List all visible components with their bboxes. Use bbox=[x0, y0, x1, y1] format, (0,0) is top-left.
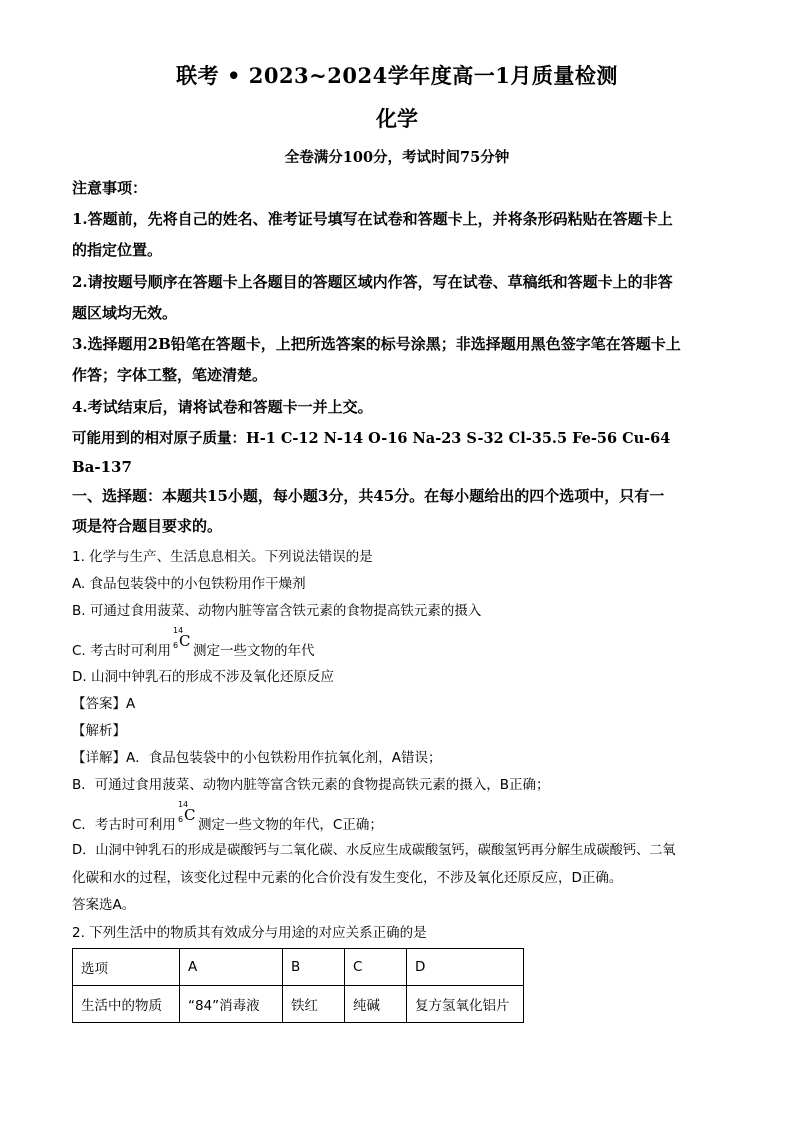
q1-detail-c-post: 测定一些文物的年代，C正确； bbox=[197, 817, 383, 833]
table-cell: B bbox=[283, 949, 345, 986]
table-cell: 生活中的物质 bbox=[73, 986, 180, 1023]
nuclide-mass: 14 bbox=[173, 626, 184, 635]
q1-option-a: A. 食品包装袋中的小包铁粉用作干燥剂 bbox=[72, 576, 306, 592]
q2-stem: 2. 下列生活中的物质其有效成分与用途的对应关系正确的是 bbox=[72, 925, 427, 941]
q1-detail-b: B．可通过食用菠菜、动物内脏等富含铁元素的食物提高铁元素的摄入，B正确； bbox=[72, 777, 550, 793]
note-2a: 2.请按题号顺序在答题卡上各题目的答题区域内作答，写在试卷、草稿纸和答题卡上的非答 bbox=[72, 273, 673, 291]
q1-conclusion: 答案选A。 bbox=[72, 897, 136, 913]
q2-table bbox=[72, 948, 524, 1023]
note-3a: 3.选择题用2B铅笔在答题卡，上把所选答案的标号涂黑；非选择题用黑色签字笔在答题卡上 bbox=[72, 335, 681, 353]
q1-detail-c-pre: C．考古时可利用 bbox=[72, 817, 176, 833]
carbon-14-nuclide-detail bbox=[176, 800, 198, 830]
note-3b: 作答；字体工整，笔迹清楚。 bbox=[72, 366, 268, 384]
subject-title: 化学 bbox=[376, 106, 418, 131]
table-cell: 铁红 bbox=[283, 986, 345, 1023]
note-4: 4.考试结束后，请将试卷和答题卡一并上交。 bbox=[72, 398, 373, 416]
table-cell: A bbox=[180, 949, 283, 986]
q1-detail-a: 【详解】A．食品包装袋中的小包铁粉用作抗氧化剂，A错误； bbox=[72, 750, 442, 766]
carbon-14-nuclide bbox=[171, 626, 193, 656]
exam-info: 全卷满分100分，考试时间75分钟 bbox=[284, 149, 510, 166]
table-cell: C bbox=[345, 949, 407, 986]
table-cell: 纯碱 bbox=[345, 986, 407, 1023]
q1-option-b: B. 可通过食用菠菜、动物内脏等富含铁元素的食物提高铁元素的摄入 bbox=[72, 603, 482, 619]
q1-detail-d2: 化碳和水的过程，该变化过程中元素的化合价没有发生变化，不涉及氧化还原反应，D正确。 bbox=[72, 870, 623, 886]
nuclide-symbol: C bbox=[183, 806, 196, 824]
q1-detail-d1: D．山洞中钟乳石的形成是碳酸钙与二氧化碳、水反应生成碳酸氢钙，碳酸氢钙再分解生成碳酸钙、二氧 bbox=[72, 843, 676, 858]
table-cell: 复方氢氧化铝片 bbox=[407, 986, 524, 1023]
exam-title: 联考 • 2023~2024学年度高一1月质量检测 bbox=[176, 63, 618, 88]
note-1b: 的指定位置。 bbox=[72, 241, 163, 259]
note-1a: 1.答题前，先将自己的姓名、准考证号填写在试卷和答题卡上，并将条形码粘贴在答题卡上 bbox=[72, 210, 673, 228]
table-cell: “84”消毒液 bbox=[180, 986, 283, 1023]
table-cell: D bbox=[407, 949, 524, 986]
q1-answer: 【答案】A bbox=[72, 696, 136, 712]
section-heading-a: 一、选择题：本题共15小题，每小题3分，共45分。在每小题给出的四个选项中，只有一 bbox=[72, 487, 665, 505]
q1-option-d: D. 山洞中钟乳石的形成不涉及氧化还原反应 bbox=[72, 669, 334, 685]
atomic-masses: 可能用到的相对原子质量：H-1 C-12 N-14 O-16 Na-23 S-32 Cl-35.5 Fe-56 Cu-64 bbox=[72, 430, 671, 447]
q1-option-c bbox=[72, 626, 732, 659]
nuclide-atomic: 6 bbox=[177, 815, 184, 824]
nuclide-atomic: 6 bbox=[173, 641, 179, 650]
q1-detail-c bbox=[72, 800, 732, 833]
table-row bbox=[73, 986, 524, 1023]
nuclide-symbol: C bbox=[179, 632, 191, 650]
nuclide-mass: 14 bbox=[177, 800, 189, 809]
q1-analysis: 【解析】 bbox=[72, 723, 126, 739]
note-2b: 题区域均无效。 bbox=[72, 304, 178, 322]
notes-heading: 注意事项： bbox=[72, 179, 148, 197]
q1-option-c-post: 测定一些文物的年代 bbox=[193, 643, 315, 659]
table-cell: 选项 bbox=[73, 949, 180, 986]
q1-option-c-pre: C. 考古时可利用 bbox=[72, 643, 172, 659]
q1-stem: 1. 化学与生产、生活息息相关。下列说法错误的是 bbox=[72, 549, 373, 565]
section-heading-b: 项是符合题目要求的。 bbox=[72, 517, 223, 535]
table-row bbox=[73, 949, 524, 986]
atomic-masses-cont: Ba-137 bbox=[72, 458, 132, 476]
